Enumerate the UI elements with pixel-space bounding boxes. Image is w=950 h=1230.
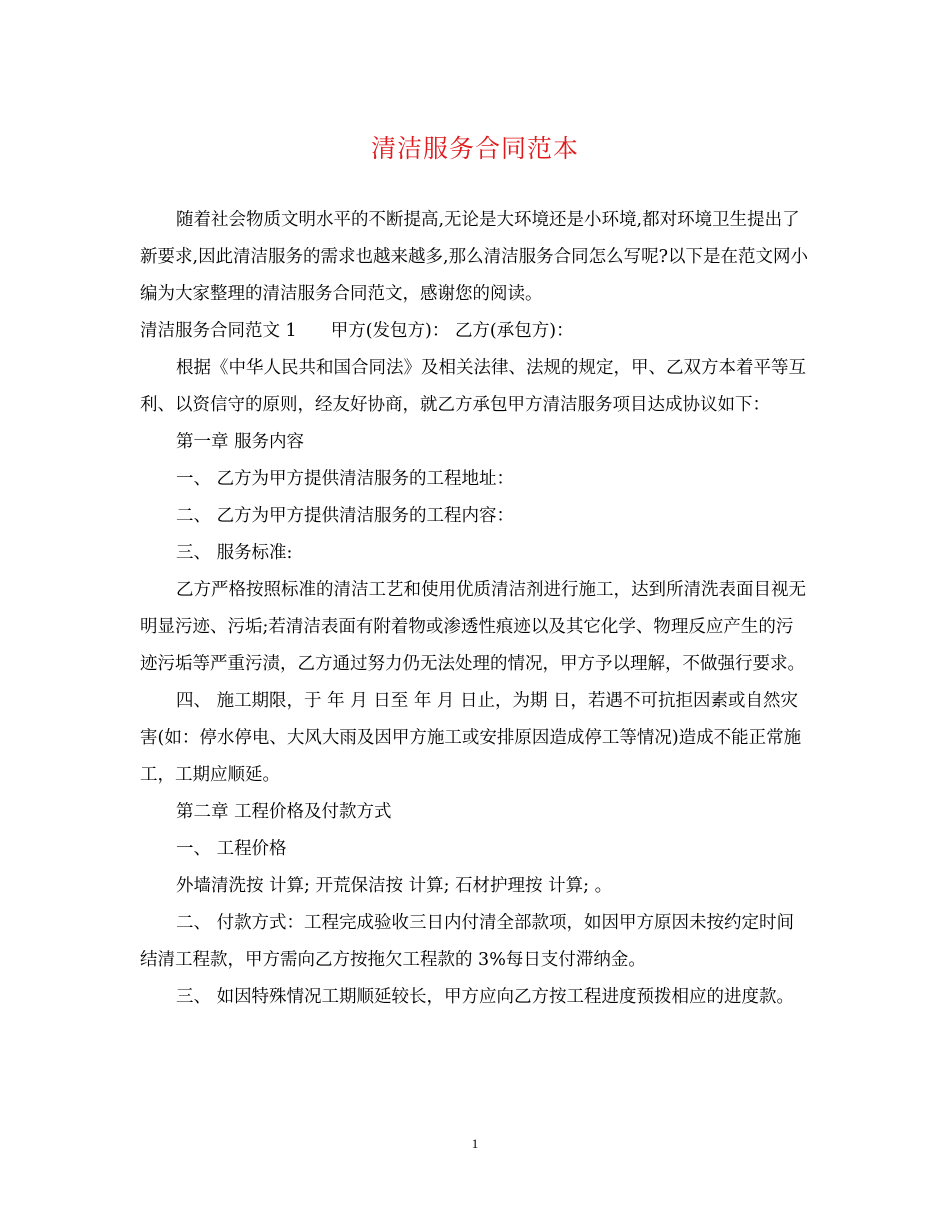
party-a-label: 甲方(发包方)： xyxy=(330,321,450,341)
intro-paragraph: 随着社会物质文明水平的不断提高,无论是大环境还是小环境,都对环境卫生提出了新要求,因此清洁服务的需求也越来越多,那么清洁服务合同怎么写呢?以下是在范文网小编为大家整理的清洁服务合同范文，感谢您的阅读。 xyxy=(140,210,809,304)
chapter-2-item-1: 一、 工程价格 xyxy=(176,839,287,859)
document-body xyxy=(140,202,810,1016)
chapter-2-item-2: 二、 付款方式：工程完成验收三日内付清全部款项，如因甲方原因未按约定时间结清工程款，甲方需向乙方按拖欠工程款的 3%每日支付滞纳金。 xyxy=(140,913,795,970)
chapter-1-item-2: 二、 乙方为甲方提供清洁服务的工程内容： xyxy=(176,506,515,526)
chapter-2-heading: 第二章 工程价格及付款方式 xyxy=(176,802,392,822)
chapter-2-item-3: 三、 如因特殊情况工期顺延较长，甲方应向乙方按工程进度预拨相应的进度款。 xyxy=(176,987,795,1007)
chapter-1-item-3: 三、 服务标准: xyxy=(176,543,293,563)
preamble-paragraph: 根据《中华人民共和国合同法》及相关法律、法规的规定，甲、乙双方本着平等互利、以资信守的原则，经友好协商，就乙方承包甲方清洁服务项目达成协议如下： xyxy=(140,358,806,415)
chapter-1-heading: 第一章 服务内容 xyxy=(176,432,305,452)
sample-heading-line xyxy=(140,313,810,350)
service-standard-paragraph: 乙方严格按照标准的清洁工艺和使用优质清洁剂进行施工，达到所清洗表面目视无明显污迹、污垢;若清洁表面有附着物或渗透性痕迹以及其它化学、物理反应产生的污迹污垢等严重污渍，乙方通过努力仍无法处理的情况，甲方予以理解，不做强行要求。 xyxy=(140,580,806,674)
chapter-1-item-4: 四、 施工期限，于 年 月 日至 年 月 日止，为期 日，若遇不可抗拒因素或自然灾害(如：停水停电、大风大雨及因甲方施工或安排原因造成停工等情况)造成不能正常施工，工期应顺延。 xyxy=(140,691,802,785)
sample-label: 清洁服务合同范文 1 xyxy=(140,321,297,341)
document-title: 清洁服务合同范本 xyxy=(370,134,579,163)
price-list-paragraph: 外墙清洗按 计算; 开荒保洁按 计算; 石材护理按 计算; 。 xyxy=(176,876,613,896)
party-b-label: 乙方(承包方)： xyxy=(454,321,574,341)
chapter-1-item-1: 一、 乙方为甲方提供清洁服务的工程地址： xyxy=(176,469,515,489)
page-number: 1 xyxy=(471,1136,479,1151)
